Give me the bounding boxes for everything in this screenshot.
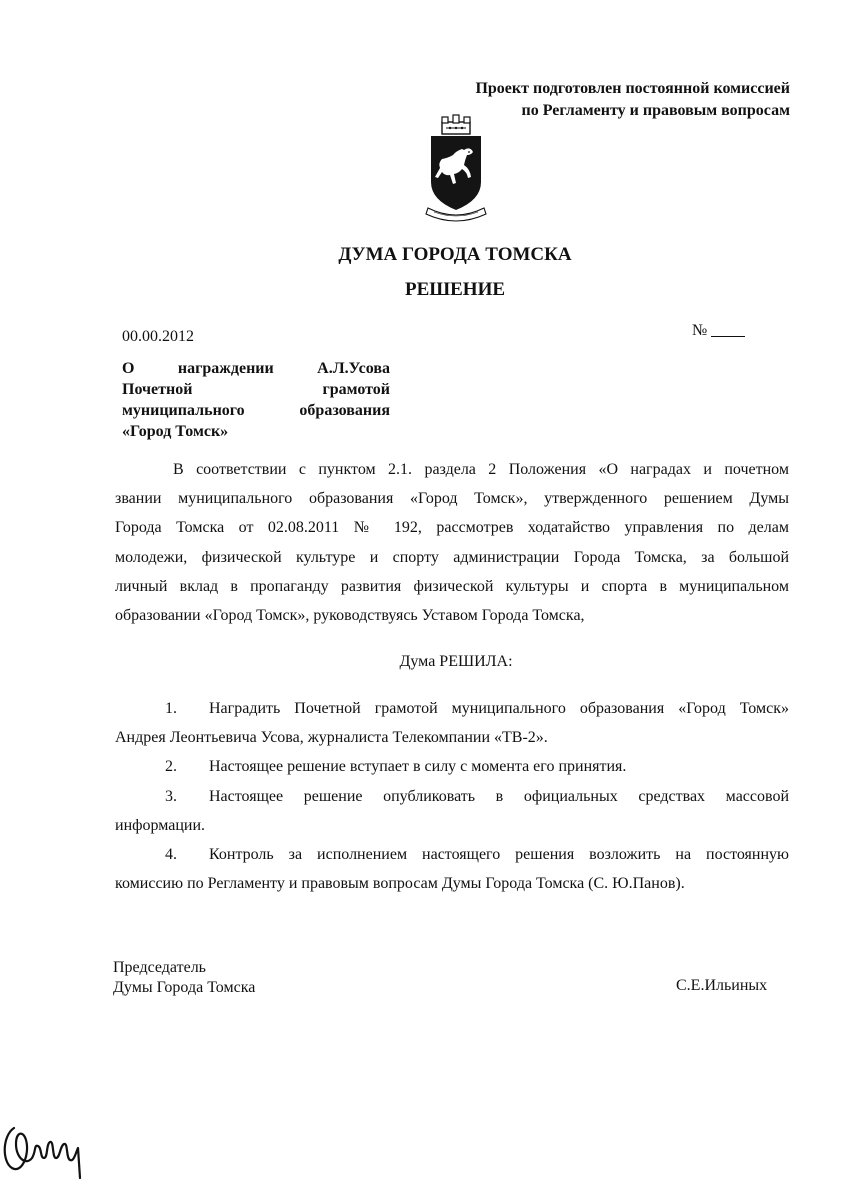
subject-word: награждении [177,360,274,377]
preamble-line: Города Томска от 02.08.2011 № 192, рассмотрев ходатайство управления по делам [115,519,789,537]
item-line: информации. [115,817,206,835]
item-text: Настоящее решение опубликовать в официальных средствах массовой [209,788,789,805]
resolved-heading: Дума РЕШИЛА: [399,653,513,670]
resolution-item [115,694,789,752]
header-note-line2: по Регламенту и правовым вопросам [521,102,790,119]
document-subject [122,358,390,442]
tomsk-coat-of-arms-icon [420,112,492,224]
preamble-line: В соответствии с пунктом 2.1. раздела 2 Положения «О наградах и почетном [173,461,789,478]
subject-line [122,358,390,379]
item-text: Контроль за исполнением настоящего решения возложить на постоянную [209,846,789,863]
signatory-title [113,958,255,998]
item-text: Настоящее решение вступает в силу с момента его принятия. [209,758,627,775]
document-number [692,322,745,340]
subject-line: Почетной грамотой [122,381,390,398]
preamble-line: звании муниципального образования «Город Томск», утвержденного решением Думы [115,490,789,508]
document-date: 00.00.2012 [122,328,194,345]
resolution-item [115,782,789,840]
preamble-line: молодежи, физической культуре и спорту администрации Города Томска, за большой [115,548,789,566]
subject-word: А.Л.Усова [317,360,391,377]
item-number: 4. [165,846,177,863]
preamble-line: образовании «Город Томск», руководствуясь Уставом Города Томска, [115,607,585,625]
item-text: Наградить Почетной грамотой муниципального образования «Город Томск» [209,700,789,717]
number-blank-line [711,336,745,337]
header-note [475,78,790,122]
item-line [115,782,789,811]
subject-line: муниципального образования [122,402,390,419]
subject-line: «Город Томск» [122,423,229,440]
organization-title: ДУМА ГОРОДА ТОМСКА [338,244,572,265]
resolution-item [115,752,789,781]
item-line: Андрея Леонтьевича Усова, журналиста Телекомпании «ТВ-2». [115,729,548,747]
document-type: РЕШЕНИЕ [404,279,506,300]
item-line [115,694,789,723]
item-number: 1. [165,700,177,717]
item-line: комиссию по Регламенту и правовым вопросам Думы Города Томска (С. Ю.Панов). [115,875,685,893]
item-number: 3. [165,788,177,805]
item-number: 2. [165,758,177,775]
subject-word: О [122,360,135,377]
resolution-item [115,840,789,898]
item-line [115,752,789,781]
signatory-title-line1: Председатель [113,959,206,976]
number-label: № [692,322,708,339]
signatory-title-line2: Думы Города Томска [113,979,256,996]
header-note-line1: Проект подготовлен постоянной комиссией [475,80,790,97]
item-line [115,840,789,869]
signatory-name: С.Е.Ильиных [676,977,768,994]
preamble-line: личный вклад в пропаганду развития физической культуры и спорта в муниципальном [115,577,789,595]
handwritten-signature [0,1118,86,1182]
preamble-paragraph [115,455,789,630]
